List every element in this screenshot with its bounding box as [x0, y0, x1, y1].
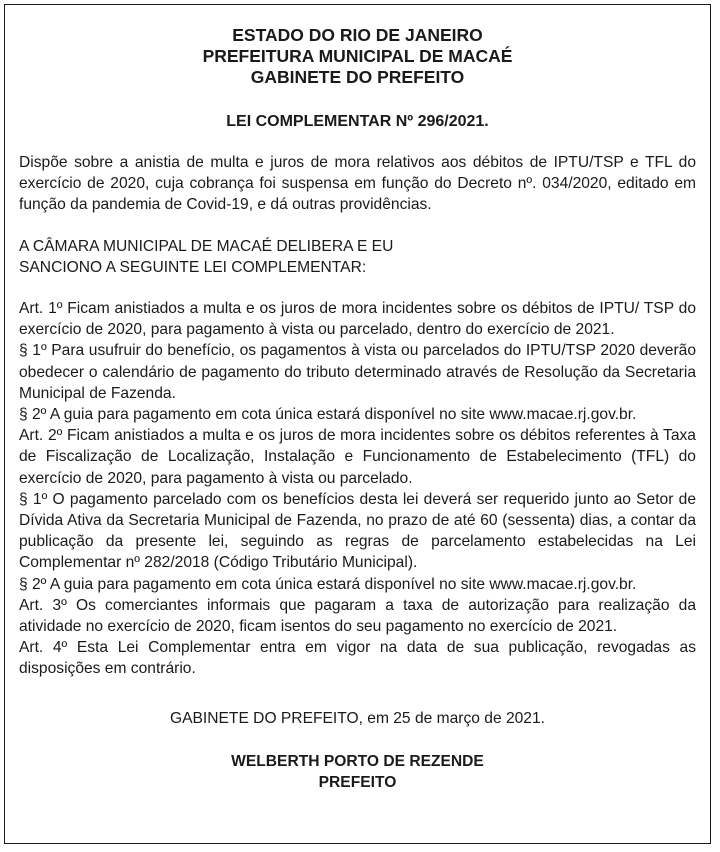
preamble-line: SANCIONO A SEGUINTE LEI COMPLEMENTAR: [19, 258, 367, 276]
articles [5, 298, 710, 680]
signer-name: WELBERTH PORTO DE REZENDE [231, 752, 484, 770]
document-header [5, 25, 710, 88]
signer-role: PREFEITO [318, 773, 397, 791]
article-paragraph: § 2º A guia para pagamento em cota única estará disponível no site www.macae.rj.gov.br. [19, 406, 637, 424]
article-paragraph: § 2º A guia para pagamento em cota única estará disponível no site www.macae.rj.gov.br. [19, 575, 637, 593]
ementa-text: Dispõe sobre a anistia de multa e juros de mora relativos aos débitos de IPTU/TSP e TFL do exercício de 2020, cuja cobrança foi suspensa em função do Decreto nº. 034/2020, editado em função da pandemia de Covid-19, e dá outras providências. [19, 154, 696, 214]
article-paragraph: Art. 2º Ficam anistiados a multa e os juros de mora incidentes sobre os débitos referentes à Taxa de Fiscalização de Localização, Instalação e Funcionamento de Estabelecimento (TFL) do exercício de 2020, para pagamento à vista ou parcelado. [19, 427, 696, 487]
preamble [5, 236, 710, 278]
document-frame [4, 4, 711, 844]
preamble-line: A CÂMARA MUNICIPAL DE MACAÉ DELIBERA E EU [19, 237, 394, 255]
signoff: GABINETE DO PREFEITO, em 25 de março de 2021. [170, 709, 545, 727]
article-paragraph: § 1º Para usufruir do benefício, os pagamentos à vista ou parcelados do IPTU/TSP 2020 deverão obedecer o calendário de pagamento do tributo determinado através de Resolução da Secretaria Municipal de Fazenda. [19, 342, 696, 402]
signature-block [5, 751, 710, 793]
article-paragraph: Art. 1º Ficam anistiados a multa e os juros de mora incidentes sobre os débitos de IPTU/ TSP do exercício de 2020, para pagamento à vista ou parcelado, dentro do exercício de 2021. [19, 300, 696, 339]
ementa [5, 152, 710, 216]
header-municipality: PREFEITURA MUNICIPAL DE MACAÉ [202, 46, 513, 66]
header-state: ESTADO DO RIO DE JANEIRO [232, 25, 483, 45]
header-office: GABINETE DO PREFEITO [250, 67, 465, 87]
article-paragraph: Art. 4º Esta Lei Complementar entra em vigor na data de sua publicação, revogadas as disposições em contrário. [19, 639, 696, 678]
law-title: LEI COMPLEMENTAR Nº 296/2021. [226, 113, 489, 130]
article-paragraph: Art. 3º Os comerciantes informais que pagaram a taxa de autorização para realização da atividade no exercício de 2020, ficam isentos do seu pagamento no exercício de 2021. [19, 596, 696, 636]
article-paragraph: § 1º O pagamento parcelado com os benefícios desta lei deverá ser requerido junto ao Setor de Dívida Ativa da Secretaria Municipal de Fazenda, no prazo de até 60 (sessenta) dias, a contar da publicação da presente lei, seguindo as regras de parcelamento estabelecidas na Lei Complementar nº 282/2018 (Código Tributário Municipal). [19, 490, 696, 572]
